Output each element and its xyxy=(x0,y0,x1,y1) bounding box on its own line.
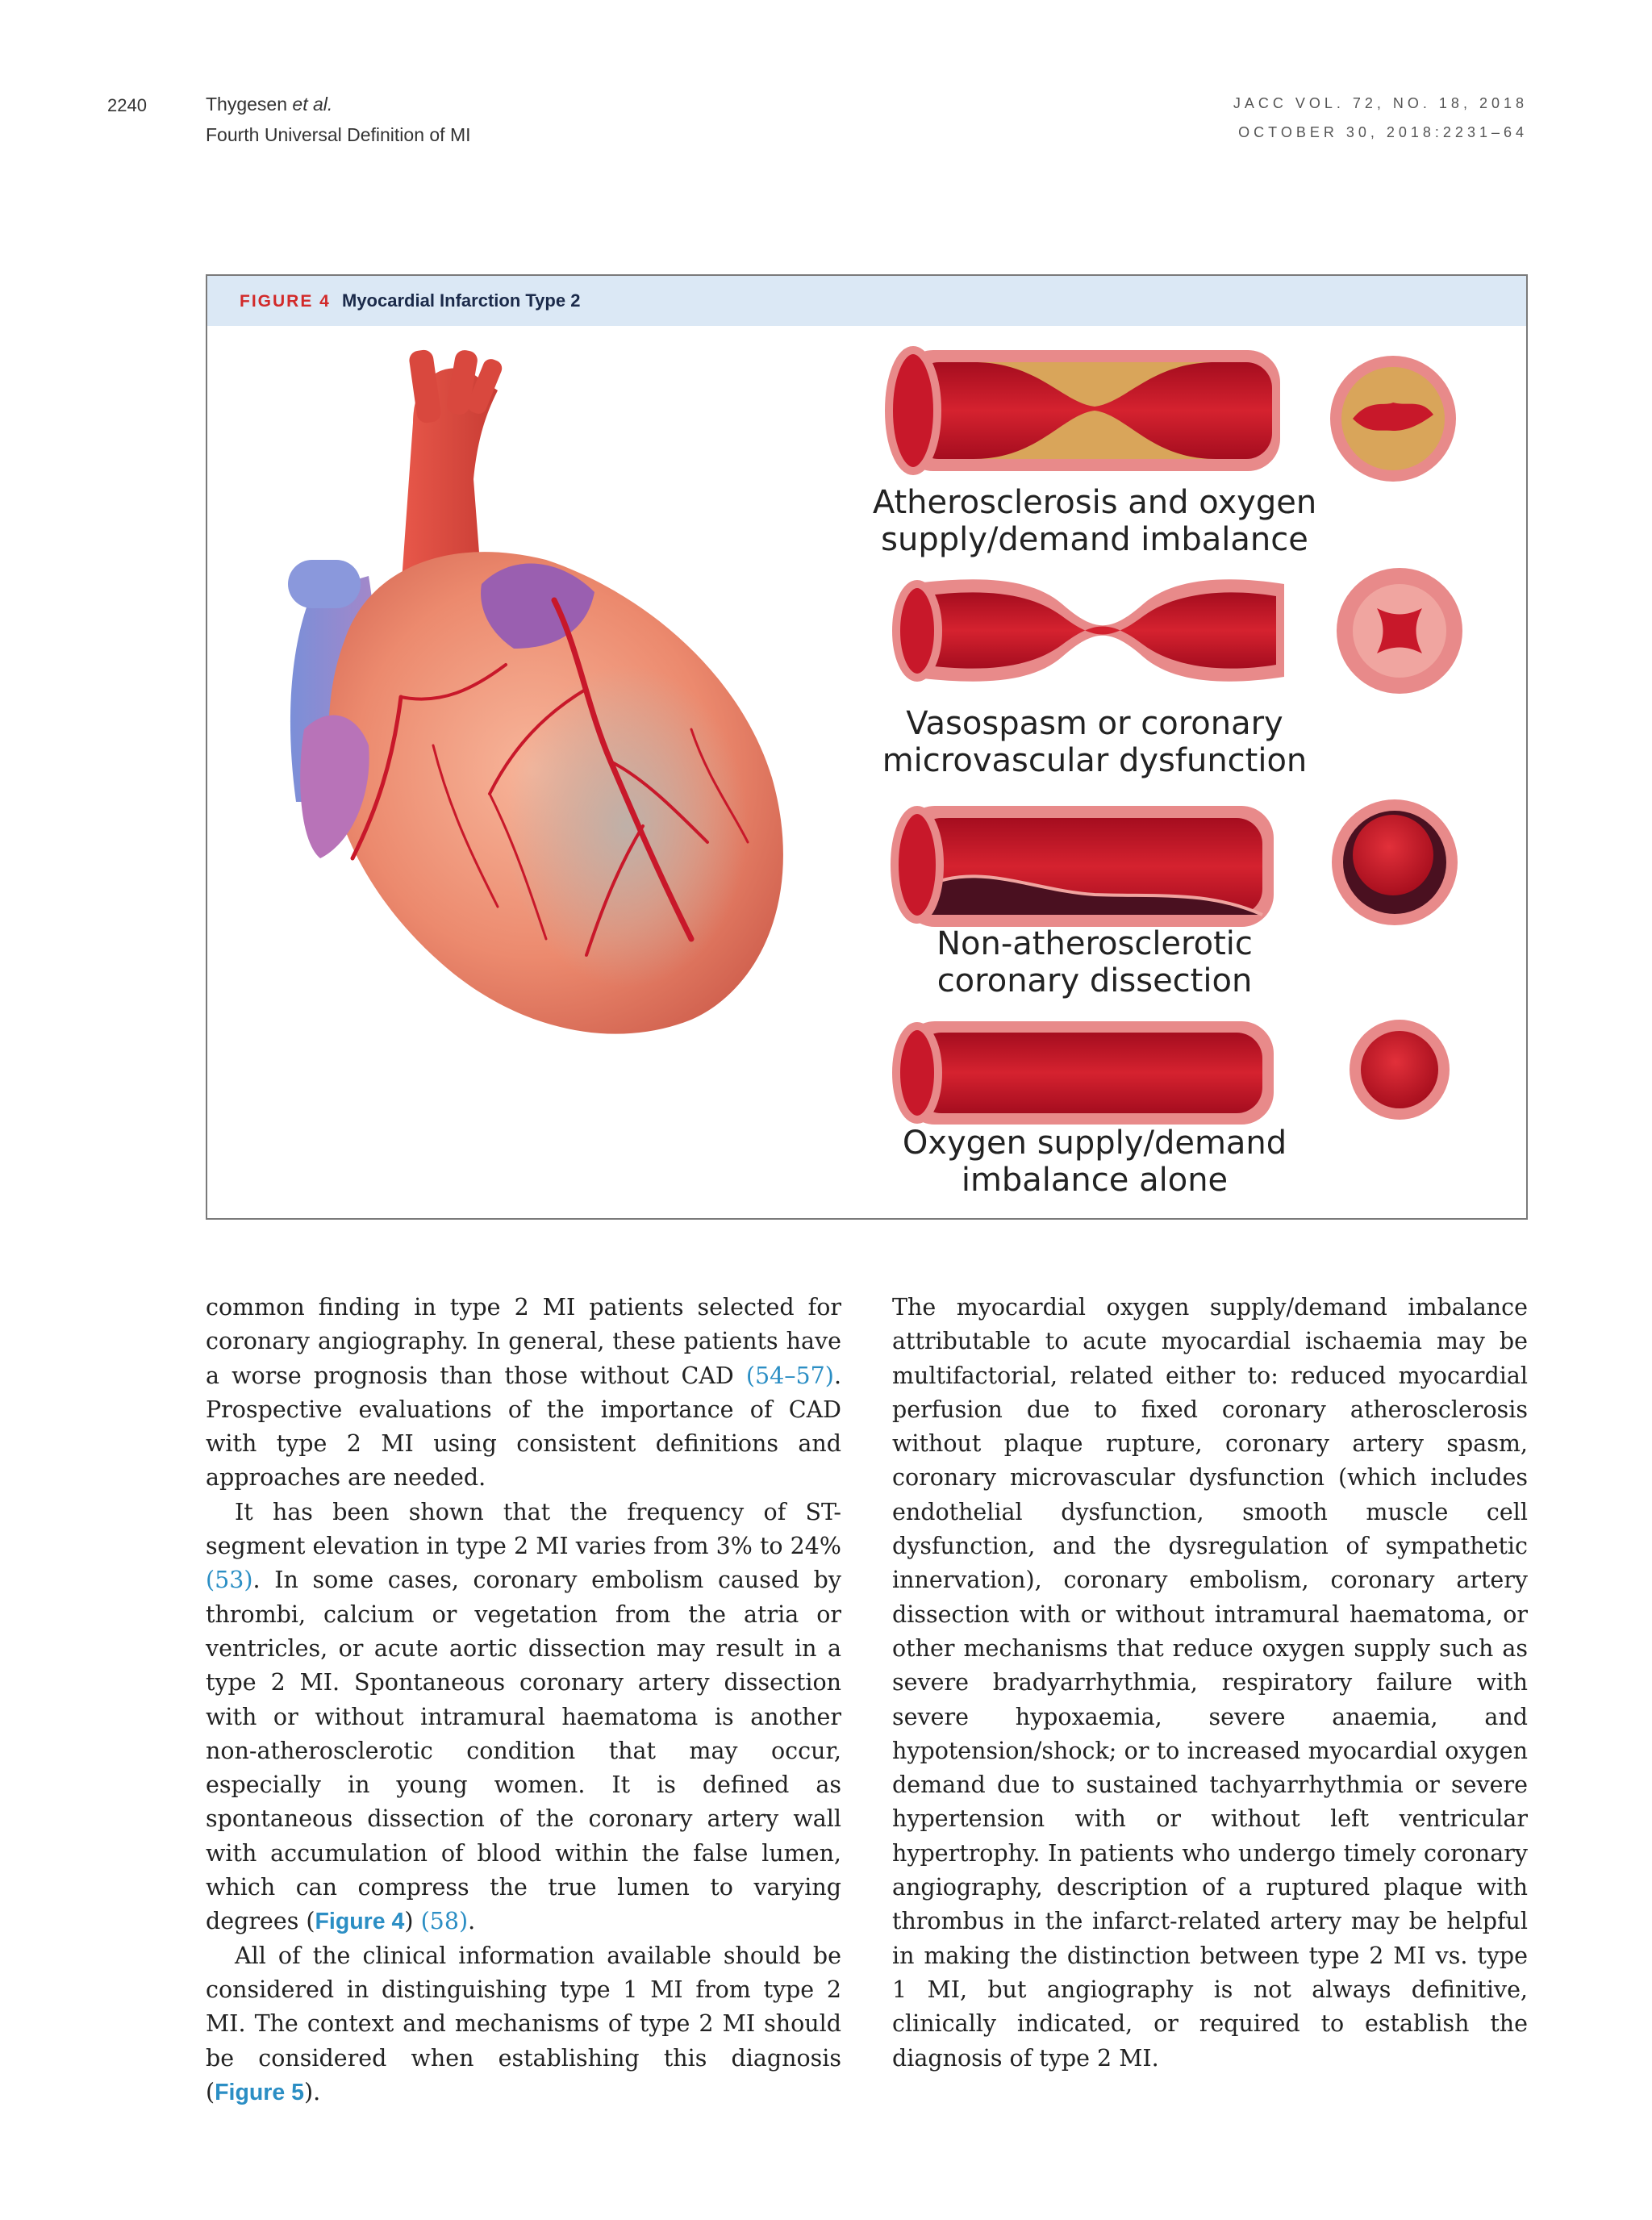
figure-label: FIGURE 4 xyxy=(240,292,331,311)
panel-caption-vasospasm: Vasospasm or coronary microvascular dysfunction xyxy=(882,705,1308,779)
vessel-vasospasm xyxy=(896,579,1284,682)
author-name: Thygesen xyxy=(206,94,288,115)
cross-section-normal xyxy=(1350,1020,1450,1120)
running-authors xyxy=(206,94,332,115)
panel-caption-atherosclerosis: Atherosclerosis and oxygen supply/demand imbalance xyxy=(872,484,1317,558)
heart-illustration xyxy=(288,348,783,1033)
vessel-atherosclerosis xyxy=(889,350,1280,471)
vessel-normal xyxy=(896,1021,1274,1125)
cross-section-vasospasm xyxy=(1337,568,1462,694)
body-column-left xyxy=(206,1291,841,2109)
cross-section-atherosclerosis xyxy=(1330,356,1456,482)
figure-4-link[interactable]: Figure 4 xyxy=(315,1909,405,1935)
citation-link[interactable]: (53) xyxy=(206,1567,253,1594)
citation-link[interactable]: (54–57) xyxy=(745,1362,834,1389)
journal-citation: JACC VOL. 72, NO. 18, 2018 xyxy=(1233,95,1528,111)
figure-5-link[interactable]: Figure 5 xyxy=(215,2079,304,2105)
author-etal: et al. xyxy=(292,94,333,115)
paragraph: The myocardial oxygen supply/demand imbalance attributable to acute myocardial ischaemia may be multifactorial, related either to: reduced myocardial perfusion due to fixed coronary atherosclerosis without plaque rupture, coronary artery spasm, coronary microvascular dysfunction (which includes endothelial dysfunction, smooth muscle cell dysfunction, and the dysregulation of sympathetic innervation), coronary embolism, coronary artery dissection with or without intramural haematoma, or other mechanisms that reduce oxygen supply such as severe bradyarrhythmia, respiratory failure with severe hypoxaemia, severe anaemia, and hypotension/shock; or to increased myocardial oxygen demand due to sustained tachyarrhythmia or severe hypertension with or without left ventricular hypertrophy. In patients who undergo timely coronary angiography, description of a ruptured plaque with thrombus in the infarct-related artery may be helpful in making the distinction between type 2 MI vs. type 1 MI, but angiography is not always definitive, clinically indicated, or required to establish the diagnosis of type 2 MI. xyxy=(892,1294,1528,2072)
figure-4 xyxy=(206,274,1528,1220)
issue-date: OCTOBER 30, 2018:2231–64 xyxy=(1238,124,1528,140)
cross-section-dissection xyxy=(1332,799,1458,925)
figure-title: Myocardial Infarction Type 2 xyxy=(342,290,581,311)
paragraph: It has been shown that the frequency of ST-segment elevation in type 2 MI varies from 3% to 24% (53). In some cases, coronary embolism caused by thrombi, calcium or vegetation from the atria or ventricles, or acute aortic dissection may result in a type 2 MI. Spontaneous coronary artery dissection with or without intramural haematoma is another non-atherosclerotic condition that may occur, especially in young women. It is defined as spontaneous dissection of the coronary artery wall with accumulation of blood within the false lumen, which can compress the true lumen to varying degrees (Figure 4) (58). xyxy=(206,1498,841,1935)
panel-caption-dissection: Non-atherosclerotic coronary dissection xyxy=(937,925,1253,999)
figure-title-bar xyxy=(207,276,1526,326)
page-number: 2240 xyxy=(107,95,147,115)
running-title: Fourth Universal Definition of MI xyxy=(206,124,471,145)
citation-link[interactable]: (58) xyxy=(420,1908,469,1935)
body-column-right xyxy=(892,1291,1528,2076)
panel-caption-imbalance: Oxygen supply/demand imbalance alone xyxy=(902,1125,1287,1199)
paragraph: All of the clinical information available should be considered in distinguishing type 1 MI from type 2 MI. The context and mechanisms of type 2 MI should be considered when establishing this diagnosis (Figure 5). xyxy=(206,1942,841,2105)
vessel-dissection xyxy=(895,806,1274,927)
paragraph: common finding in type 2 MI patients selected for coronary angiography. In general, these patients have a worse prognosis than those without CAD (54–57). Prospective evaluations of the importance of CAD with type 2 MI using consistent definitions and approaches are needed. xyxy=(206,1294,841,1492)
